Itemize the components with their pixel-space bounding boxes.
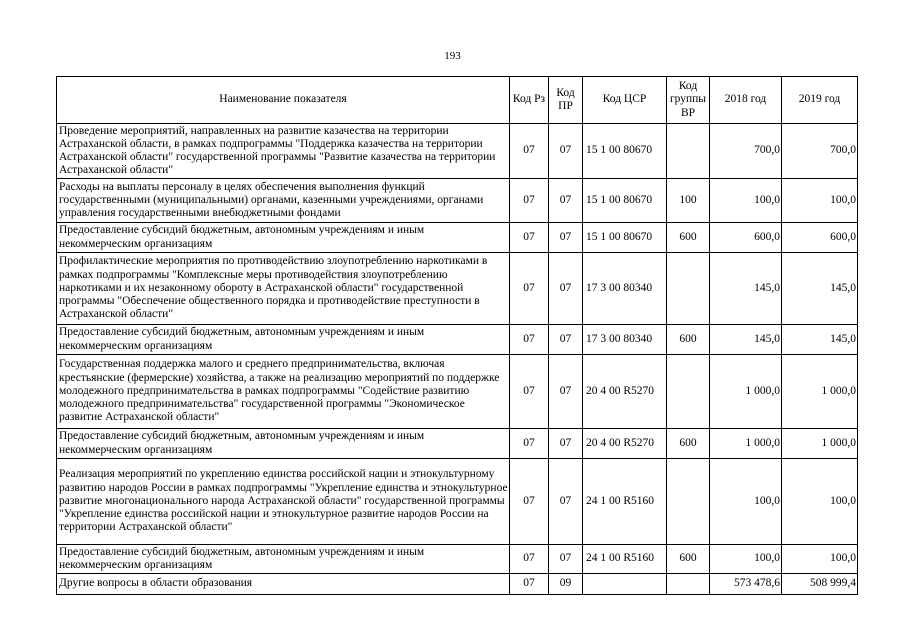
row-2018: 145,0 [710, 253, 782, 325]
header-2018: 2018 год [710, 77, 782, 124]
header-row [57, 77, 858, 124]
row-2019: 600,0 [782, 223, 858, 253]
page-number: 193 [444, 50, 461, 62]
row-name: Государственная поддержка малого и среднего предпринимательства, включая крестьянские (фермерские) хозяйства, а также на реализацию мероприятий по поддержке молодежного предпринимательства в рамках подпрограммы "Содействие развитию молодежного предпринимательства" государственной программы "Экономическое развитие Астраханской области" [57, 355, 510, 429]
row-pr: 07 [549, 124, 583, 179]
row-pr: 09 [549, 574, 583, 595]
row-rz: 07 [510, 574, 549, 595]
row-csr: 20 4 00 R5270 [583, 355, 667, 429]
table-row [57, 124, 858, 179]
row-csr: 17 3 00 80340 [583, 253, 667, 325]
row-vr [667, 355, 710, 429]
table-row [57, 574, 858, 595]
row-2018: 573 478,6 [710, 574, 782, 595]
row-csr: 15 1 00 80670 [583, 124, 667, 179]
row-rz: 07 [510, 459, 549, 545]
row-csr: 15 1 00 80670 [583, 223, 667, 253]
row-csr: 15 1 00 80670 [583, 179, 667, 223]
row-2019: 700,0 [782, 124, 858, 179]
budget-table [56, 76, 858, 595]
row-csr: 24 1 00 R5160 [583, 459, 667, 545]
row-vr: 600 [667, 545, 710, 574]
row-vr: 600 [667, 223, 710, 253]
header-2019: 2019 год [782, 77, 858, 124]
row-pr: 07 [549, 355, 583, 429]
table-row [57, 179, 858, 223]
row-vr [667, 124, 710, 179]
row-vr [667, 253, 710, 325]
row-pr: 07 [549, 179, 583, 223]
row-pr: 07 [549, 325, 583, 355]
row-pr: 07 [549, 429, 583, 459]
row-rz: 07 [510, 179, 549, 223]
row-rz: 07 [510, 545, 549, 574]
row-csr: 17 3 00 80340 [583, 325, 667, 355]
table-body [57, 124, 858, 595]
row-2018: 100,0 [710, 545, 782, 574]
row-name: Другие вопросы в области образования [57, 574, 510, 595]
row-2019: 1 000,0 [782, 355, 858, 429]
row-vr: 600 [667, 325, 710, 355]
row-vr: 100 [667, 179, 710, 223]
row-name: Реализация мероприятий по укреплению единства российской нации и этнокультурному развитию народов России в рамках подпрограммы "Укрепление единства и этнокультурное развитие многонационального народа Астраханской области" государственной программы "Укрепление единства российской нации и этнокультурное развитие народов России на территории Астраханской области" [57, 459, 510, 545]
row-2018: 600,0 [710, 223, 782, 253]
row-csr [583, 574, 667, 595]
table-row [57, 545, 858, 574]
header-pr: Код ПР [549, 77, 583, 124]
row-rz: 07 [510, 223, 549, 253]
row-rz: 07 [510, 355, 549, 429]
row-2019: 508 999,4 [782, 574, 858, 595]
row-2019: 100,0 [782, 545, 858, 574]
row-2019: 100,0 [782, 179, 858, 223]
row-vr [667, 459, 710, 545]
row-vr: 600 [667, 429, 710, 459]
row-2019: 100,0 [782, 459, 858, 545]
row-rz: 07 [510, 325, 549, 355]
row-name: Предоставление субсидий бюджетным, автономным учреждениям и иным некоммерческим организациям [57, 325, 510, 355]
header-csr: Код ЦСР [583, 77, 667, 124]
row-2018: 1 000,0 [710, 355, 782, 429]
row-name: Проведение мероприятий, направленных на развитие казачества на территории Астраханской области, в рамках подпрограммы "Поддержка казачества на территории Астраханской области" государственной программы "Развитие казачества на территории Астраханской области" [57, 124, 510, 179]
row-name: Расходы на выплаты персоналу в целях обеспечения выполнения функций государственными (муниципальными) органами, казенными учреждениями, органами управления государственными внебюджетными фондами [57, 179, 510, 223]
header-rz: Код Рз [510, 77, 549, 124]
row-pr: 07 [549, 253, 583, 325]
row-name: Профилактические мероприятия по противодействию злоупотреблению наркотиками в рамках подпрограммы "Комплексные меры противодействия злоупотреблению наркотиками и их незаконному обороту в Астраханской области" государственной программы "Обеспечение общественного порядка и противодействие преступности в Астраханской области" [57, 253, 510, 325]
row-2018: 145,0 [710, 325, 782, 355]
row-rz: 07 [510, 124, 549, 179]
row-rz: 07 [510, 429, 549, 459]
table-row [57, 325, 858, 355]
row-pr: 07 [549, 545, 583, 574]
row-vr [667, 574, 710, 595]
row-2018: 100,0 [710, 179, 782, 223]
row-2019: 145,0 [782, 325, 858, 355]
table-row [57, 459, 858, 545]
row-name: Предоставление субсидий бюджетным, автономным учреждениям и иным некоммерческим организациям [57, 545, 510, 574]
header-vr: Код группы ВР [667, 77, 710, 124]
row-2018: 700,0 [710, 124, 782, 179]
row-csr: 24 1 00 R5160 [583, 545, 667, 574]
row-csr: 20 4 00 R5270 [583, 429, 667, 459]
row-pr: 07 [549, 459, 583, 545]
table-row [57, 355, 858, 429]
row-2019: 1 000,0 [782, 429, 858, 459]
row-pr: 07 [549, 223, 583, 253]
row-name: Предоставление субсидий бюджетным, автономным учреждениям и иным некоммерческим организациям [57, 223, 510, 253]
header-name: Наименование показателя [57, 77, 510, 124]
row-2018: 100,0 [710, 459, 782, 545]
table-row [57, 223, 858, 253]
row-name: Предоставление субсидий бюджетным, автономным учреждениям и иным некоммерческим организациям [57, 429, 510, 459]
row-2019: 145,0 [782, 253, 858, 325]
table-row [57, 429, 858, 459]
row-2018: 1 000,0 [710, 429, 782, 459]
row-rz: 07 [510, 253, 549, 325]
table-row [57, 253, 858, 325]
